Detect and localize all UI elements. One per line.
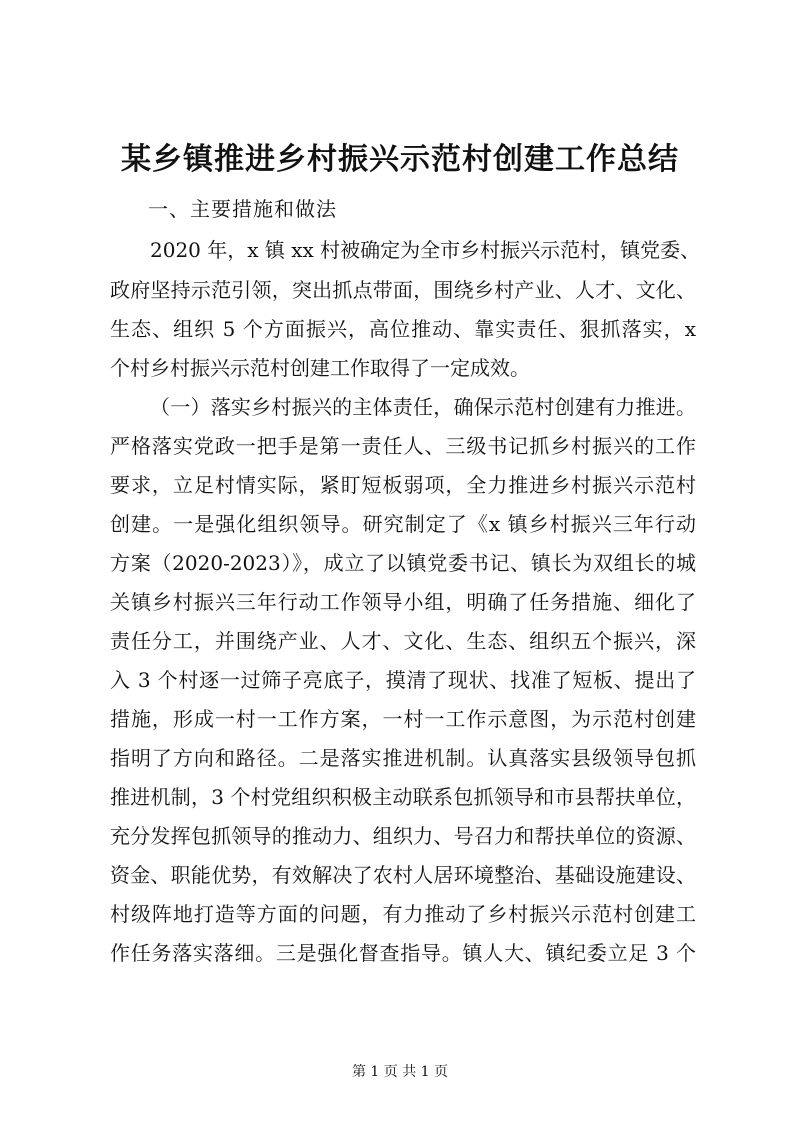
paragraph-line: 措施，形成一村一工作方案，一村一工作示意图，为示范村创建 [110, 707, 696, 731]
page-footer: 第 1 页 共 1 页 [351, 1064, 449, 1080]
paragraph-line: 资金、职能优势，有效解决了农村人居环境整治、基础设施建设、 [110, 863, 696, 887]
paragraph-line: 创建。一是强化组织领导。研究制定了《x 镇乡村振兴三年行动 [110, 512, 696, 536]
paragraph-line: 2020 年，x 镇 xx 村被确定为全市乡村振兴示范村，镇党委、 [150, 238, 701, 262]
paragraph-line: 个村乡村振兴示范村创建工作取得了一定成效。 [110, 356, 530, 380]
paragraph-line: 村级阵地打造等方面的问题，有力推动了乡村振兴示范村创建工 [110, 902, 696, 926]
paragraph-line: 关镇乡村振兴三年行动工作领导小组，明确了任务措施、细化了 [110, 590, 696, 614]
paragraph-line: 推进机制，3 个村党组织积极主动联系包抓领导和市县帮扶单位， [110, 785, 696, 809]
paragraph-line: 责任分工，并围绕产业、人才、文化、生态、组织五个振兴，深 [110, 629, 696, 653]
paragraph-line: 指明了方向和路径。二是落实推进机制。认真落实县级领导包抓 [110, 746, 696, 770]
paragraph-line: （一）落实乡村振兴的主体责任，确保示范村创建有力推进。 [150, 395, 696, 419]
paragraph-line: 充分发挥包抓领导的推动力、组织力、号召力和帮扶单位的资源、 [110, 824, 696, 848]
paragraph-line: 要求，立足村情实际，紧盯短板弱项，全力推进乡村振兴示范村 [110, 473, 696, 497]
paragraph-line: 入 3 个村逐一过筛子亮底子，摸清了现状、找准了短板、提出了 [110, 668, 696, 692]
paragraph-line: 方案（2020-2023）》，成立了以镇党委书记、镇长为双组长的城 [110, 551, 696, 575]
paragraph-line: 政府坚持示范引领，突出抓点带面，围绕乡村产业、人才、文化、 [110, 278, 696, 302]
paragraph-line: 作任务落实落细。三是强化督查指导。镇人大、镇纪委立足 3 个 [110, 941, 696, 965]
section-heading: 一、主要措施和做法 [148, 197, 337, 221]
paragraph-line: 生态、组织 5 个方面振兴，高位推动、靠实责任、狠抓落实，x [110, 317, 696, 341]
document-title: 某乡镇推进乡村振兴示范村创建工作总结 [121, 142, 679, 177]
paragraph-line: 严格落实党政一把手是第一责任人、三级书记抓乡村振兴的工作 [110, 434, 696, 458]
